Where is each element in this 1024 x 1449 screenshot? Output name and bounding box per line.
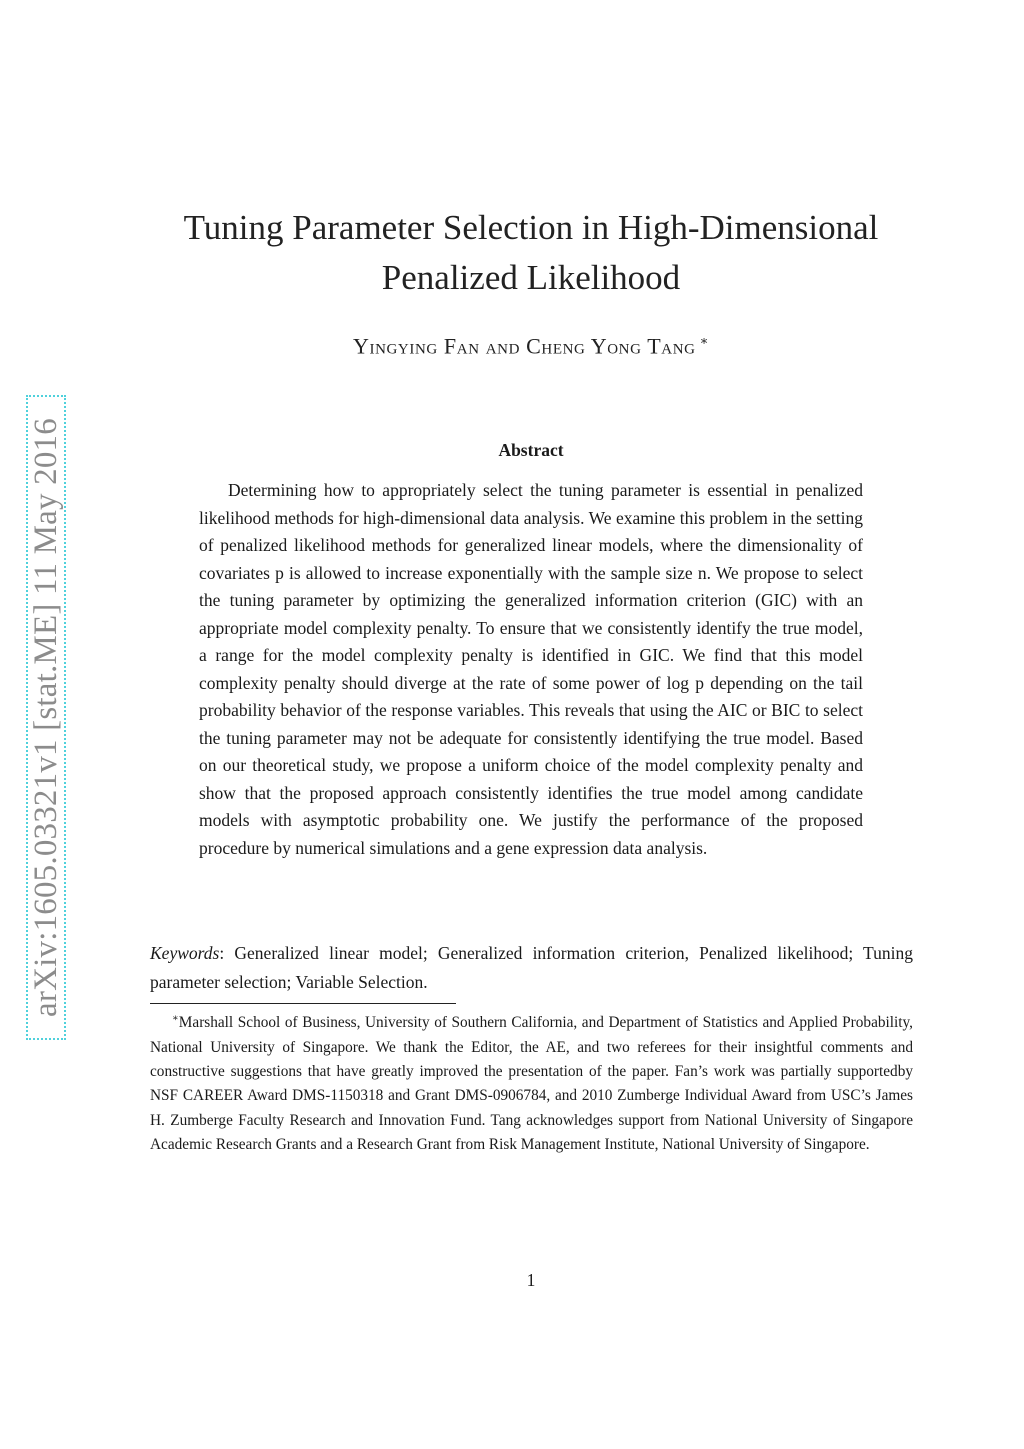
paper-title-line-2: Penalized Likelihood	[381, 258, 681, 297]
paper-title	[150, 203, 912, 303]
abstract-body: Determining how to appropriately select the tuning parameter is essential in penalized likelihood methods for high-dimensional data analysis. We examine this problem in the setting of penalized likelihood methods for generalized linear models, where the dimensionality of covariates p is allowed to increase exponentially with the sample size n. We propose to select the tuning parameter by optimizing the generalized information criterion (GIC) with an appropriate model complexity penalty. To ensure that we consistently identify the true model, a range for the model complexity penalty is identified in GIC. We find that this model complexity penalty should diverge at the rate of some power of log p depending on the tail probability behavior of the response variables. This reveals that using the AIC or BIC to select the tuning parameter may not be adequate for consistently identifying the true model. Based on our theoretical study, we propose a uniform choice of the model complexity penalty and show that the proposed approach consistently identifies the true model among candidate models with asymptotic probability one. We justify the performance of the proposed procedure by numerical simulations and a gene expression data analysis.	[199, 480, 863, 858]
footnote-rule	[150, 1003, 456, 1004]
footnote-mark: ∗	[172, 1013, 179, 1024]
author-line	[150, 333, 912, 359]
abstract-heading: Abstract	[498, 440, 564, 460]
paper-title-line-1: Tuning Parameter Selection in High-Dimensional	[183, 208, 879, 247]
keywords	[150, 939, 913, 997]
keywords-label: Keywords	[150, 943, 220, 963]
arxiv-stamp	[26, 395, 66, 1040]
page-number: 1	[526, 1270, 536, 1290]
keywords-text: : Generalized linear model; Generalized information criterion, Penalized likelihood; Tuning parameter selection; Variable Selection.	[150, 943, 913, 992]
arxiv-stamp-text: arXiv:1605.03321v1 [stat.ME] 11 May 2016	[27, 418, 64, 1017]
author-footnote-mark: ∗	[699, 333, 710, 348]
footnote-text: Marshall School of Business, University of Southern California, and Department of Statistics and Applied Probability, National University of Singapore. We thank the Editor, the AE, and two referees for their insightful comments and constructive suggestions that have greatly improved the presentation of the paper. Fan’s work was partially supportedby NSF CAREER Award DMS-1150318 and Grant DMS-0906784, and 2010 Zumberge Individual Award from USC’s James H. Zumberge Faculty Research and Innovation Fund. Tang acknowledges support from National University of Singapore Academic Research Grants and a Research Grant from Risk Management Institute, National University of Singapore.	[150, 1014, 913, 1154]
footnote	[150, 1007, 913, 1158]
author-names: Yingying Fan and Cheng Yong Tang	[352, 333, 696, 359]
